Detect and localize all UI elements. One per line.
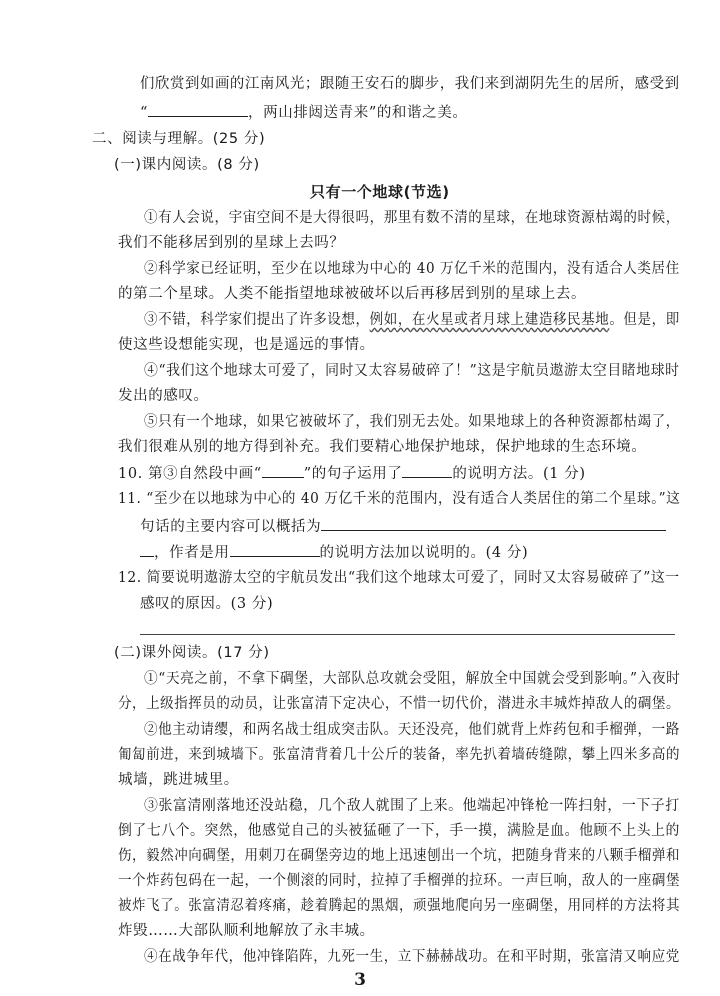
- intro-line-2-rest: ，两山排闼送青来”的和谐之美。: [248, 105, 468, 121]
- para-3-line-2: 使这些设想能实现，也是遥远的事情。: [118, 337, 375, 353]
- q11-blank-2[interactable]: [230, 542, 320, 557]
- page-number: 3: [354, 970, 366, 990]
- extra-para-2-line-3: 城墙，跳进城里。: [118, 772, 239, 788]
- para-5-line-2: 我们很难从别的地方得到补充。我们要精心地保护地球，保护地球的生态环境。: [118, 439, 647, 455]
- extra-para-2-line-1: ②他主动请缨，和两名战士组成突击队。天还没亮，他们就背上炸药包和手榴弹，一路: [144, 722, 680, 738]
- question-11-line-3: [140, 542, 528, 563]
- q10-blank-2[interactable]: [402, 463, 452, 478]
- article-title: 只有一个地球(节选): [310, 183, 450, 201]
- para-3-wavy-sentence: 例如，在火星或者月球上建造移民基地: [369, 312, 610, 328]
- part2-heading: (二)课外阅读。(17 分): [114, 645, 270, 661]
- para-3-line-1: [144, 310, 680, 330]
- q11-text-d: 的说明方法加以说明的。(4 分): [319, 545, 529, 561]
- para-4-line-1: ④“我们这个地球太可爱了，同时又太容易破碎了！”这是宇航员遨游太空目睹地球时: [144, 363, 680, 379]
- question-12-line-1: 12. 简要说明遨游太空的宇航员发出“我们这个地球太可爱了，同时又太容易破碎了”这一: [118, 570, 680, 586]
- para-3-part-3: 。但是，即: [609, 312, 680, 328]
- question-10: [118, 463, 586, 484]
- para-5-line-1: ⑤只有一个地球，如果它被破坏了，我们别无去处。如果地球上的各种资源都枯竭了，: [144, 414, 680, 430]
- extra-para-3-line-4: 一个炸药包码在一起，一个侧滚的同时，拉掉了手榴弹的拉环。一声巨响，敌人的一座碉堡: [118, 873, 681, 889]
- q10-text-c: 的说明方法。(1 分): [452, 466, 586, 482]
- q10-text-a: 10. 第③自然段中画“: [118, 466, 262, 482]
- extra-para-4-line-1: ④在战争年代，他冲锋陷阵，九死一生，立下赫赫战功。在和平时期，张富清又响应党: [144, 949, 680, 965]
- question-12-line-2: 感叹的原因。(3 分): [140, 596, 274, 612]
- q11-text-c: ，作者是用: [154, 545, 230, 561]
- para-1-line-1: ①有人会说，宇宙空间不是大得很吗，那里有数不清的星球，在地球资源枯竭的时候，: [144, 210, 680, 226]
- q10-blank-1[interactable]: [262, 463, 304, 478]
- intro-quote-open: “: [140, 105, 149, 121]
- intro-blank[interactable]: [148, 102, 248, 117]
- question-11-line-1: 11. “至少在以地球为中心的 40 万亿千米的范围内，没有适合人类居住的第二个星球。”这: [118, 491, 681, 507]
- q11-blank-1-cont[interactable]: [140, 542, 154, 557]
- extra-para-2-line-2: 匍匐前进，来到城墙下。张富清背着几十公斤的装备，率先扒着墙砖缝隙，攀上四米多高的: [118, 747, 681, 763]
- para-1-line-2: 我们不能移居到别的星球上去吗？: [118, 235, 345, 251]
- section-heading: 二、阅读与理解。(25 分): [92, 131, 266, 147]
- intro-line-1: 们欣赏到如画的江南风光；跟随王安石的脚步，我们来到湖阴先生的居所，感受到: [140, 76, 680, 92]
- extra-para-3-line-6: 炸毁……大部队顺利地解放了永丰城。: [118, 923, 375, 939]
- extra-para-1-line-1: ①“天亮之前，不拿下碉堡，大部队总攻就会受阻，解放全中国就会受到影响。”入夜时: [144, 671, 681, 687]
- q11-text-b: 句话的主要内容可以概括为: [140, 519, 322, 535]
- part1-heading: (一)课内阅读。(8 分): [114, 157, 260, 173]
- q10-text-b: ”的句子运用了: [303, 466, 403, 482]
- para-2-line-1: ②科学家已经证明，至少在以地球为中心的 40 万亿千米的范围内，没有适合人类居住: [144, 261, 680, 277]
- intro-line-2: [140, 102, 467, 123]
- extra-para-3-line-3: 伤，毅然冲向碉堡，用刺刀在碉堡旁边的地上迅速刨出一个坑，把随身背来的八颗手榴弹和: [118, 848, 681, 864]
- para-2-line-2: 的第二个星球。人类不能指望地球被破坏以后再移居到别的星球上去。: [118, 286, 587, 302]
- extra-para-3-line-2: 倒了七八个。突然，他感觉自己的头被猛砸了一下，手一摸，满脸是血。他顾不上头上的: [118, 823, 680, 839]
- para-3-part-1: ③不错，科学家们提出了许多设想，: [144, 312, 370, 328]
- q12-answer-line[interactable]: [140, 634, 675, 635]
- extra-para-1-line-2: 分，上级指挥员的动员，让张富清下定决心，不惜一切代价，潜进永丰城炸掉敌人的碉堡。: [118, 696, 681, 712]
- para-4-line-2: 发出的感叹。: [118, 388, 209, 404]
- extra-para-3-line-5: 被炸飞了。张富清忍着疼痛，趁着腾起的黑烟，顽强地爬向另一座碉堡，用同样的方法将其: [118, 898, 681, 914]
- extra-para-3-line-1: ③张富清刚落地还没站稳，几个敌人就围了上来。他端起冲锋枪一阵扫射，一下子打: [144, 798, 680, 814]
- question-11-line-2: [140, 516, 666, 537]
- q11-blank-1[interactable]: [321, 516, 666, 531]
